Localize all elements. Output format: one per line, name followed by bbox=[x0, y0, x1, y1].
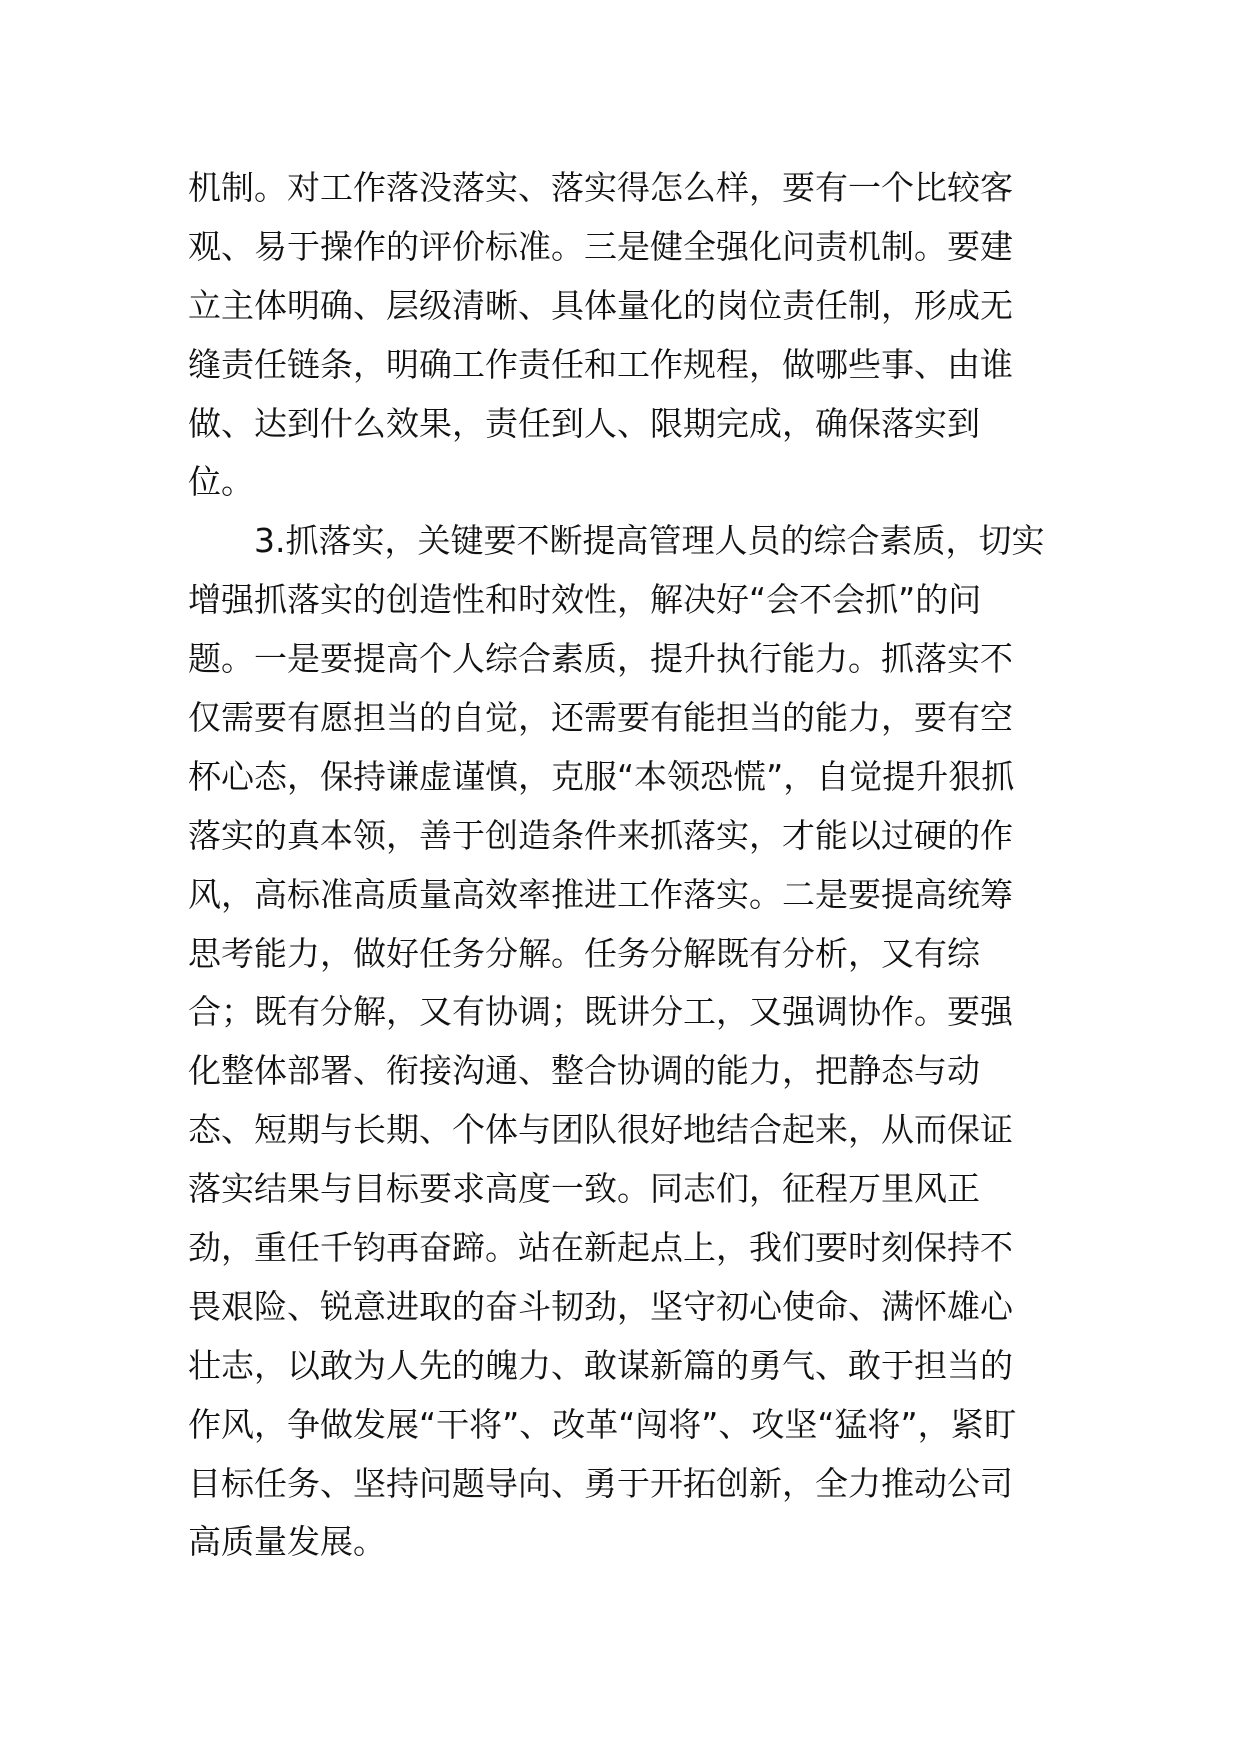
text-line: 化整体部署、衔接沟通、整合协调的能力，把静态与动 bbox=[188, 1051, 980, 1091]
text-line: 作风，争做发展“干将”、改革“闯将”、攻坚“猛将”，紧盯 bbox=[188, 1404, 1017, 1444]
text-line: 杯心态，保持谦虚谨慎，克服“本领恐慌”，自觉提升狠抓 bbox=[188, 756, 1015, 796]
text-line: 缝责任链条，明确工作责任和工作规程，做哪些事、由谁 bbox=[188, 344, 1013, 384]
text-line: 立主体明确、层级清晰、具体量化的岗位责任制，形成无 bbox=[188, 285, 1013, 325]
text-line: 位。 bbox=[188, 462, 254, 502]
text-line: 观、易于操作的评价标准。三是健全强化问责机制。要建 bbox=[188, 226, 1013, 266]
text-line: 畏艰险、锐意进取的奋斗韧劲，坚守初心使命、满怀雄心 bbox=[188, 1286, 1013, 1326]
text-line: 高质量发展。 bbox=[188, 1522, 386, 1562]
text-line: 机制。对工作落没落实、落实得怎么样，要有一个比较客 bbox=[188, 168, 1013, 207]
text-line: 题。一是要提高个人综合素质，提升执行能力。抓落实不 bbox=[188, 639, 1013, 679]
body-text bbox=[188, 159, 1088, 1572]
text-line: 仅需要有愿担当的自觉，还需要有能担当的能力，要有空 bbox=[188, 698, 1013, 738]
text-line: 合；既有分解，又有协调；既讲分工，又强调协作。要强 bbox=[188, 992, 1013, 1032]
text-line: 劲，重任千钧再奋蹄。站在新起点上，我们要时刻保持不 bbox=[188, 1228, 1013, 1268]
paragraph-first-line: 3.抓落实，关键要不断提高管理人员的综合素质，切实 bbox=[254, 521, 1045, 561]
text-line: 态、短期与长期、个体与团队很好地结合起来，从而保证 bbox=[188, 1110, 1013, 1150]
text-line: 壮志，以敢为人先的魄力、敢谋新篇的勇气、敢于担当的 bbox=[188, 1345, 1013, 1385]
text-line: 落实结果与目标要求高度一致。同志们，征程万里风正 bbox=[188, 1169, 980, 1209]
text-line: 增强抓落实的创造性和时效性，解决好“会不会抓”的问 bbox=[188, 580, 982, 620]
text-line: 目标任务、坚持问题导向、勇于开拓创新，全力推动公司 bbox=[188, 1463, 1013, 1503]
text-line: 落实的真本领，善于创造条件来抓落实，才能以过硬的作 bbox=[188, 815, 1013, 855]
text-line: 思考能力，做好任务分解。任务分解既有分析，又有综 bbox=[188, 933, 980, 973]
text-line: 做、达到什么效果，责任到人、限期完成，确保落实到 bbox=[188, 403, 980, 443]
text-line: 风，高标准高质量高效率推进工作落实。二是要提高统筹 bbox=[188, 874, 1013, 914]
